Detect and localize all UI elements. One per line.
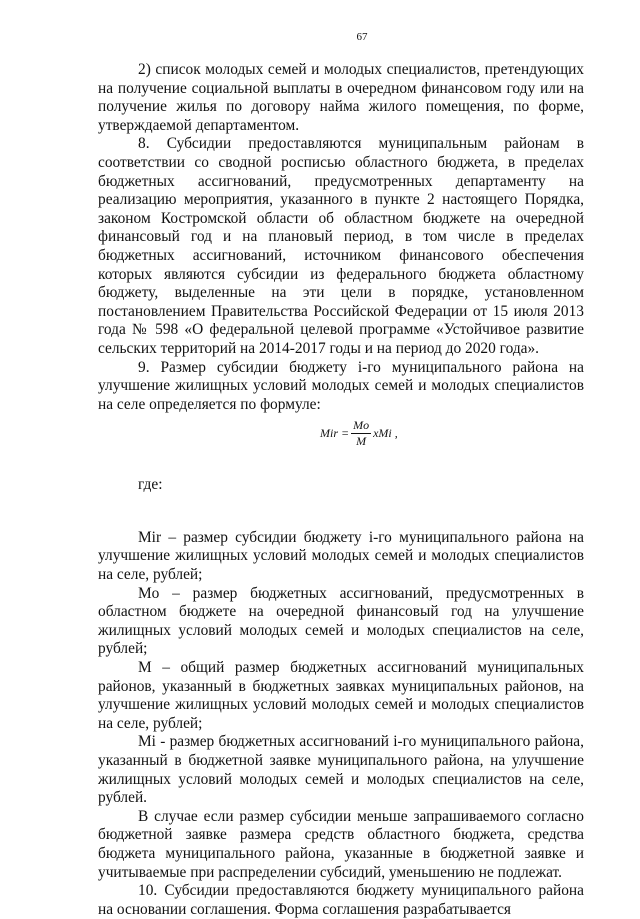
paragraph-section-9: 9. Размер субсидии бюджету i-го муниципального района на улучшение жилищных условий молодых семей и молодых специалистов на селе определяется по формуле: (98, 358, 584, 413)
definition-mir: Mir – размер субсидии бюджету i-го муниципального района на улучшение жилищных условий молодых семей и молодых специалистов на селе, рублей; (98, 528, 584, 584)
formula-lhs: Mir = (320, 426, 350, 441)
paragraph-list-item-2: 2) список молодых семей и молодых специалистов, претендующих на получение социальной выплаты в очередном финансовом году или на получение жилья по договору найма жилого помещения, по форме, утверждаемой департаментом. (98, 61, 584, 134)
page-number: 67 (356, 31, 368, 43)
definition-mo: Mo – размер бюджетных ассигнований, предусмотренных в областном бюджете на очередной финансовый год на улучшение жилищных условий молодых семей и молодых специалистов на селе, рублей; (98, 584, 584, 658)
formula-numerator: Mo (353, 418, 370, 433)
formula-block (98, 414, 584, 476)
paragraph-section-8: 8. Субсидии предоставляются муниципальным районам в соответствии со сводной росписью областного бюджета, в пределах бюджетных ассигнований, предусмотренных департаменту на реализацию мероприятия, указанного в пункте 2 настоящего Порядка, законом Костромской области об областном бюджете на очередной финансовый год и на плановый период, в том числе в пределах бюджетных ассигнований, источником финансового обеспечения которых являются субсидии из федерального бюджета областному бюджету, выделенные на эти цели в порядке, установленном постановлением Правительства Российской Федерации от 15 июля 2013 года № 598 «О федеральной целевой программе «Устойчивое развитие сельских территорий на 2014-2017 годы и на период до 2020 года». (98, 135, 584, 357)
subsidy-formula (320, 418, 398, 449)
formula-rhs: xMi , (373, 426, 398, 441)
definition-m: M – общий размер бюджетных ассигнований муниципальных районов, указанный в бюджетных заявках муниципальных районов, на улучшение жилищных условий молодых семей и молодых специалистов на селе, рублей; (98, 659, 584, 732)
where-label: где: (138, 476, 163, 494)
formula-fraction (351, 418, 371, 449)
paragraph-section-10: 10. Субсидии предоставляются бюджету муниципального района на основании соглашения. Форма соглашения разрабатывается (98, 882, 584, 918)
paragraph-subsidy-reduction: В случае если размер субсидии меньше запрашиваемого согласно бюджетной заявке размера средств областного бюджета, средства бюджета муниципального района, указанные в бюджетной заявке и учитываемые при распределении субсидий, уменьшению не подлежат. (98, 807, 584, 881)
definition-mi: Mi - размер бюджетных ассигнований i-го муниципального района, указанный в бюджетной заявке муниципального района, на улучшение жилищных условий молодых семей и молодых специалистов на селе, рублей. (98, 733, 584, 807)
formula-denominator: M (356, 434, 367, 449)
